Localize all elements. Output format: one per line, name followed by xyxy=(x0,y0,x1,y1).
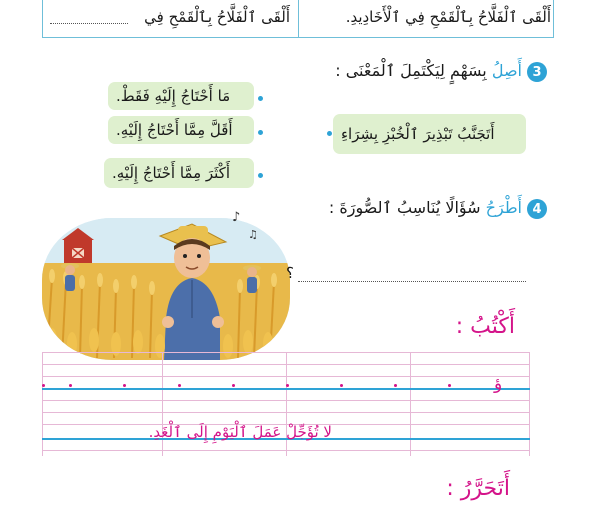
model-letter: ؤ xyxy=(494,374,503,394)
model-proverb: لا تُؤَجِّلْ عَمَلَ ٱلْيَوْمِ إِلَى ٱلْغَدِ. xyxy=(148,423,332,441)
top-right-sentence: أَلْقَى ٱلْفَلَّاحُ بِٱلْقَمْحِ فِي ٱلْأَخَادِيدِ. xyxy=(345,8,551,26)
guide-dot xyxy=(340,384,343,387)
music-note-icon: ♪ xyxy=(232,210,241,225)
question-answer-line[interactable] xyxy=(298,281,526,282)
write-title: أَكْتُبُ : xyxy=(455,314,515,339)
option-1-bullet[interactable] xyxy=(258,96,263,101)
guide-dot xyxy=(232,384,235,387)
top-left-sentence: أَلْقَى ٱلْفَلَّاحُ بِٱلْقَمْحِ فِي xyxy=(144,8,290,26)
guide-dot xyxy=(42,384,45,387)
exercise-3-verb: أَصِلُ xyxy=(491,61,522,80)
prompt-chip: أَتَجَنَّبُ تَبْذِيرَ ٱلْخُبْزِ بِشِرَاءِ xyxy=(333,114,526,154)
guide-dot xyxy=(178,384,181,387)
music-note-icon-2: ♫ xyxy=(248,228,258,241)
option-3-chip: أَكْثَرَ مِمَّا أَحْتَاجُ إِلَيْهِ. xyxy=(104,158,254,188)
exercise-4-instruction xyxy=(329,198,522,217)
guide-dot xyxy=(123,384,126,387)
exercise-3-text: بِسَهْمٍ لِيَكْتَمِلَ ٱلْمَعْنَى : xyxy=(335,61,492,80)
prompt-bullet[interactable] xyxy=(327,131,332,136)
guide-dot xyxy=(394,384,397,387)
table-divider xyxy=(298,0,299,38)
exercise-3-badge: 3 xyxy=(527,62,547,82)
guide-dot xyxy=(69,384,72,387)
exercise-4-badge: 4 xyxy=(527,199,547,219)
baseline-1 xyxy=(42,388,530,390)
option-2-chip: أَقَلَّ مِمَّا أَحْتَاجُ إِلَيْهِ. xyxy=(108,116,254,144)
exercise-3-instruction xyxy=(335,61,522,80)
exercise-4-verb: أَطْرَحُ xyxy=(485,198,522,217)
guide-dot xyxy=(286,384,289,387)
option-2-bullet[interactable] xyxy=(258,130,263,135)
exercise-4-text: سُؤَالًا يُنَاسِبُ ٱلصُّورَةَ : xyxy=(328,198,486,217)
question-mark: ؟ xyxy=(286,264,294,282)
edit-title: أَتَحَرَّرُ : xyxy=(446,476,510,501)
option-3-bullet[interactable] xyxy=(258,173,263,178)
fill-blank-line[interactable] xyxy=(50,23,128,24)
guide-dot xyxy=(448,384,451,387)
option-1-chip: مَا أَحْتَاجُ إِلَيْهِ فَقَطْ. xyxy=(108,82,254,110)
